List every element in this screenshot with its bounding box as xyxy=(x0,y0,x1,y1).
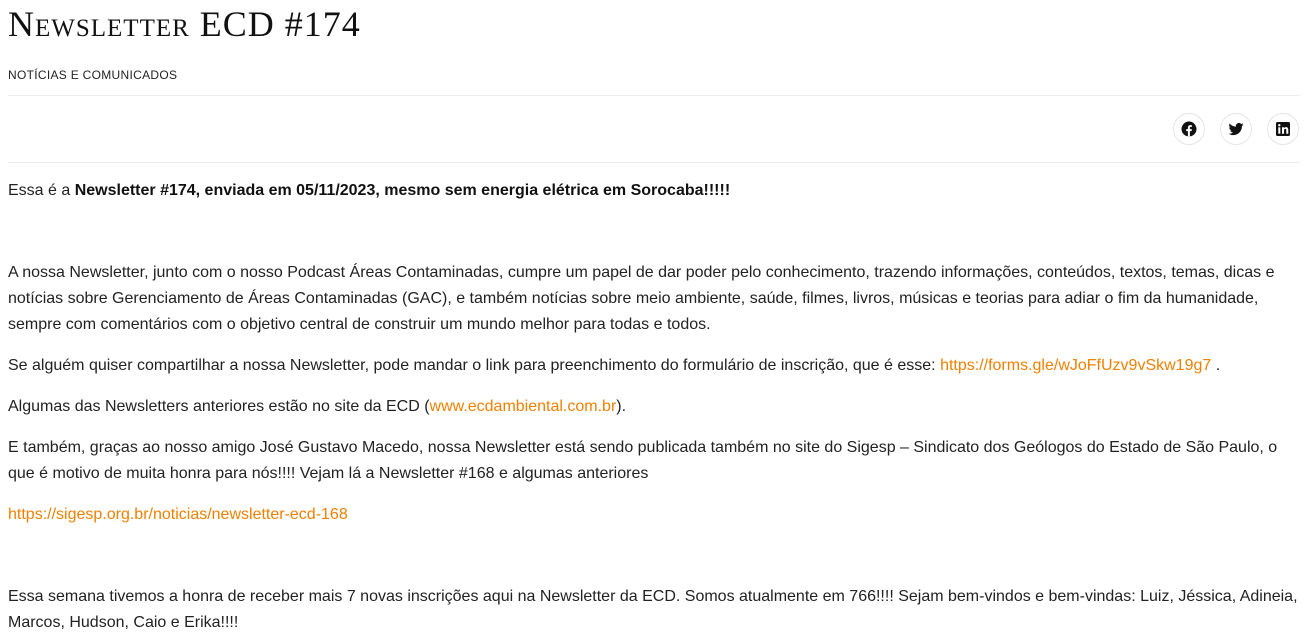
article-body xyxy=(8,178,1300,636)
forms-link[interactable]: https://forms.gle/wJoFfUzv9vSkw19g7 xyxy=(940,357,1212,374)
previous-paragraph xyxy=(8,394,1300,420)
welcome-paragraph: Essa semana tivemos a honra de receber mais 7 novas inscrições aqui na Newsletter da ECD. Somos atualmente em 766!!!! Sejam bem-vindos e bem-vindas: Luiz, Jéssica, Adineia, Marcos, Hudson, Caio e Erika!!!! xyxy=(8,588,1298,631)
previous-prefix: Algumas das Newsletters anteriores estão no site da ECD ( xyxy=(8,398,430,415)
divider xyxy=(8,162,1300,163)
twitter-icon xyxy=(1228,121,1244,137)
intro-highlight: Newsletter #174, enviada em 05/11/2023, mesmo sem energia elétrica em Sorocaba!!!!! xyxy=(74,182,731,199)
share-bar xyxy=(8,96,1300,162)
category-label: NOTÍCIAS E COMUNICADOS xyxy=(8,68,178,82)
share-linkedin-button[interactable] xyxy=(1267,113,1299,145)
intro-paragraph xyxy=(8,178,1300,204)
share-twitter-button[interactable] xyxy=(1220,113,1252,145)
about-paragraph: A nossa Newsletter, junto com o nosso Podcast Áreas Contaminadas, cumpre um papel de dar poder pelo conhecimento, trazendo informações, conteúdos, textos, temas, dicas e notícias sobre Gerenciamento de Áreas Contaminadas (GAC), e também notícias sobre meio ambiente, saúde, filmes, livros, músicas e teorias para adiar o fim da humanidade, sempre com comentários com o objetivo central de construir um mundo melhor para todas e todos. xyxy=(8,264,1275,333)
ecd-site-link[interactable]: www.ecdambiental.com.br xyxy=(429,398,617,415)
page-title: Newsletter ECD #174 xyxy=(8,4,361,44)
facebook-icon xyxy=(1181,121,1197,137)
intro-prefix: Essa é a xyxy=(8,182,75,199)
sigesp-link-paragraph xyxy=(8,502,1300,528)
linkedin-icon xyxy=(1275,121,1291,137)
share-facebook-button[interactable] xyxy=(1173,113,1205,145)
share-paragraph xyxy=(8,353,1300,379)
sigesp-link[interactable]: https://sigesp.org.br/noticias/newsletter-ecd-168 xyxy=(8,506,348,523)
share-suffix: . xyxy=(1211,357,1221,374)
share-prefix: Se alguém quiser compartilhar a nossa Newsletter, pode mandar o link para preenchimento do formulário de inscrição, que é esse: xyxy=(8,357,941,374)
sigesp-paragraph: E também, graças ao nosso amigo José Gustavo Macedo, nossa Newsletter está sendo publicada também no site do Sigesp – Sindicato dos Geólogos do Estado de São Paulo, o que é motivo de muita honra para nós!!!! Vejam lá a Newsletter #168 e algumas anteriores xyxy=(8,439,1278,482)
previous-suffix: ). xyxy=(616,398,627,415)
